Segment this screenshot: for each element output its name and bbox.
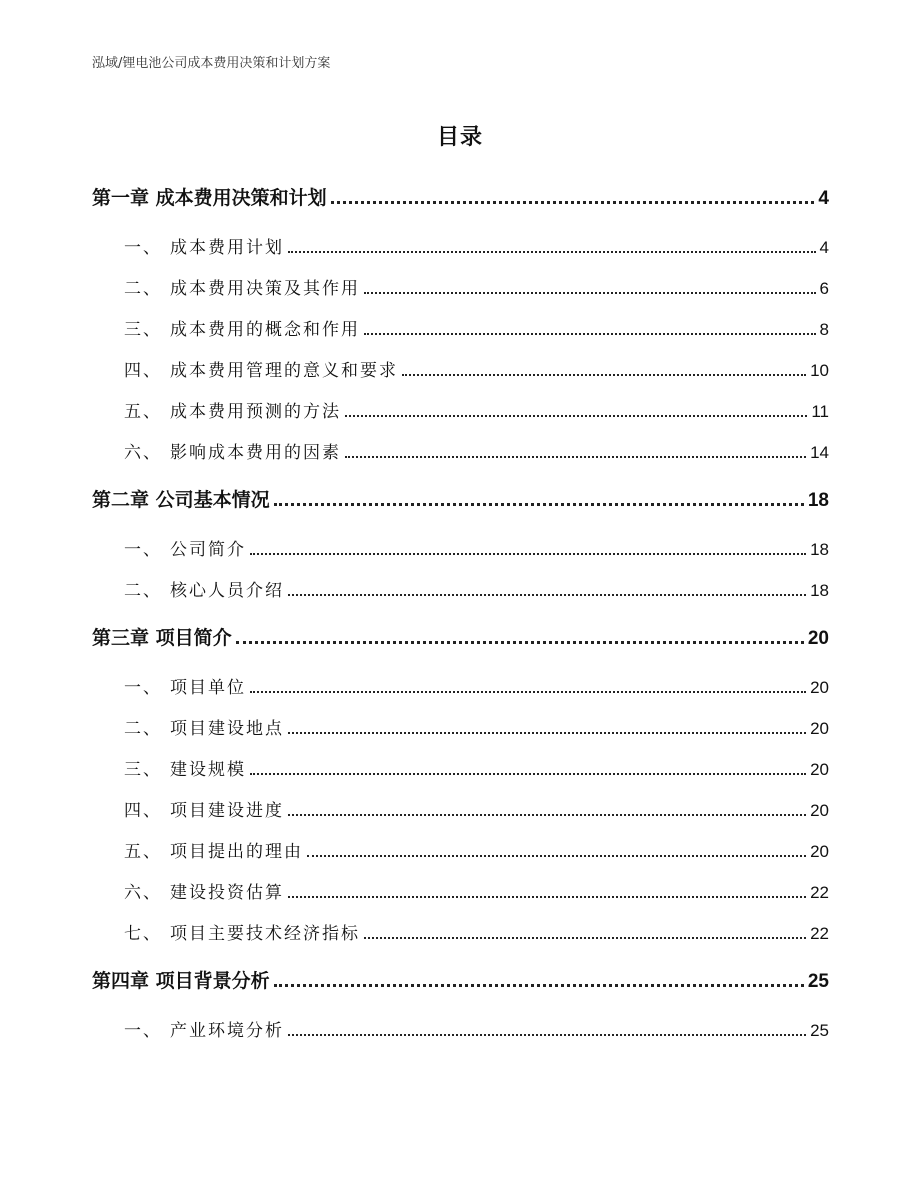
- toc-entry-title: [92, 485, 270, 512]
- dot-leader: [345, 415, 807, 417]
- toc-chapter-entry[interactable]: [92, 623, 829, 650]
- toc-page-number: 20: [810, 760, 829, 779]
- toc-section-entry[interactable]: [124, 535, 829, 560]
- toc-section-entry[interactable]: [124, 233, 829, 258]
- toc-entry-number: 四、: [124, 361, 162, 381]
- toc-entry-number: 一、: [124, 540, 162, 560]
- dot-leader: [288, 896, 806, 898]
- toc-entry-number: 六、: [124, 883, 162, 903]
- toc-entry-label: 第一章 成本费用决策和计划: [92, 187, 327, 209]
- toc-entry-label: 项目建设地点: [170, 719, 284, 739]
- toc-entry-title: [92, 966, 270, 993]
- running-header: 泓域/锂电池公司成本费用决策和计划方案: [92, 56, 331, 71]
- toc-page-number: 25: [807, 971, 829, 992]
- toc-page-number: 6: [819, 279, 829, 298]
- dot-leader: [250, 553, 806, 555]
- toc-entry-title: [124, 438, 341, 463]
- toc-entry-title: [124, 714, 284, 739]
- toc-chapter-entry[interactable]: [92, 485, 829, 512]
- dot-leader: [288, 1034, 806, 1036]
- toc-entry-label: 项目建设进度: [170, 801, 284, 821]
- toc-section-entry[interactable]: [124, 356, 829, 381]
- toc-entry-label: 项目主要技术经济指标: [170, 924, 360, 944]
- dot-leader: [288, 594, 806, 596]
- toc-page-number: 25: [810, 1021, 829, 1040]
- toc-page-number: 4: [819, 238, 829, 257]
- toc-entry-label: 影响成本费用的因素: [170, 443, 341, 463]
- dot-leader: [274, 984, 804, 987]
- toc-entry-label: 成本费用预测的方法: [170, 402, 341, 422]
- toc-section-entry[interactable]: [124, 673, 829, 698]
- toc-section-entry[interactable]: [124, 576, 829, 601]
- toc-entry-title: [124, 755, 246, 780]
- toc-section-entry[interactable]: [124, 919, 829, 944]
- toc-section-entry[interactable]: [124, 397, 829, 422]
- dot-leader: [236, 641, 804, 644]
- toc-page-number: 22: [810, 883, 829, 902]
- toc-entry-number: 七、: [124, 924, 162, 944]
- toc-entry-label: 成本费用的概念和作用: [170, 320, 360, 340]
- dot-leader: [402, 374, 806, 376]
- dot-leader: [250, 773, 806, 775]
- toc-entry-number: 二、: [124, 719, 162, 739]
- toc-entry-title: [124, 315, 360, 340]
- toc-entry-label: 公司简介: [170, 540, 246, 560]
- toc-entry-number: 二、: [124, 279, 162, 299]
- toc-entry-title: [124, 576, 284, 601]
- toc-entry-label: 项目提出的理由: [170, 842, 303, 862]
- toc-page-number: 4: [818, 188, 829, 209]
- toc-entry-number: 一、: [124, 678, 162, 698]
- dot-leader: [331, 201, 815, 204]
- toc-entry-number: 六、: [124, 443, 162, 463]
- toc-page-number: 18: [807, 490, 829, 511]
- toc-entry-title: [124, 274, 360, 299]
- toc-page-number: 18: [810, 581, 829, 600]
- toc-page-number: 18: [810, 540, 829, 559]
- toc-entry-label: 建设规模: [170, 760, 246, 780]
- toc-title: 目录: [436, 125, 483, 150]
- toc-entry-title: [92, 183, 327, 210]
- toc-entry-title: [124, 837, 303, 862]
- toc-entry-label: 第三章 项目简介: [92, 627, 232, 649]
- dot-leader: [345, 456, 806, 458]
- dot-leader: [250, 691, 806, 693]
- toc-section-entry[interactable]: [124, 878, 829, 903]
- toc-entry-label: 第四章 项目背景分析: [92, 970, 270, 992]
- toc-entry-label: 成本费用决策及其作用: [170, 279, 360, 299]
- toc-entry-label: 建设投资估算: [170, 883, 284, 903]
- toc-page-number: 20: [810, 801, 829, 820]
- toc-section-entry[interactable]: [124, 438, 829, 463]
- toc-page-number: 8: [819, 320, 829, 339]
- toc-section-entry[interactable]: [124, 714, 829, 739]
- toc-entry-title: [124, 356, 398, 381]
- toc-page-number: 20: [807, 628, 829, 649]
- toc-entry-title: [124, 796, 284, 821]
- toc-section-entry[interactable]: [124, 837, 829, 862]
- dot-leader: [364, 333, 816, 335]
- toc-entry-label: 项目单位: [170, 678, 246, 698]
- dot-leader: [274, 503, 804, 506]
- toc-entry-number: 五、: [124, 842, 162, 862]
- dot-leader: [288, 814, 806, 816]
- toc-page-number: 20: [810, 678, 829, 697]
- toc-chapter-entry[interactable]: [92, 966, 829, 993]
- dot-leader: [364, 292, 816, 294]
- toc-entry-number: 一、: [124, 1021, 162, 1041]
- toc-entry-title: [124, 535, 246, 560]
- toc-entry-title: [124, 397, 341, 422]
- toc-entry-title: [92, 623, 232, 650]
- toc-entry-label: 成本费用计划: [170, 238, 284, 258]
- toc-page-number: 11: [811, 402, 829, 421]
- toc-entry-title: [124, 878, 284, 903]
- toc-entry-title: [124, 919, 360, 944]
- toc-entry-label: 第二章 公司基本情况: [92, 489, 270, 511]
- toc-section-entry[interactable]: [124, 1016, 829, 1041]
- toc-page-number: 20: [810, 719, 829, 738]
- toc-page-number: 14: [810, 443, 829, 462]
- toc-section-entry[interactable]: [124, 796, 829, 821]
- toc-section-entry[interactable]: [124, 315, 829, 340]
- dot-leader: [288, 251, 816, 253]
- toc-page-number: 22: [810, 924, 829, 943]
- dot-leader: [364, 937, 806, 939]
- dot-leader: [288, 732, 806, 734]
- toc-entry-label: 产业环境分析: [170, 1021, 284, 1041]
- toc-entry-number: 二、: [124, 581, 162, 601]
- toc-entry-number: 一、: [124, 238, 162, 258]
- toc-page-number: 10: [810, 361, 829, 380]
- dot-leader: [307, 855, 806, 857]
- toc-entry-label: 成本费用管理的意义和要求: [170, 361, 398, 381]
- toc-entry-number: 三、: [124, 320, 162, 340]
- toc-page-number: 20: [810, 842, 829, 861]
- toc-entry-label: 核心人员介绍: [170, 581, 284, 601]
- toc-chapter-entry[interactable]: [92, 183, 829, 210]
- toc-entry-number: 五、: [124, 402, 162, 422]
- toc-entry-number: 三、: [124, 760, 162, 780]
- toc-entry-title: [124, 1016, 284, 1041]
- toc-entry-title: [124, 673, 246, 698]
- toc-entry-title: [124, 233, 284, 258]
- toc-section-entry[interactable]: [124, 274, 829, 299]
- toc-section-entry[interactable]: [124, 755, 829, 780]
- toc-entry-number: 四、: [124, 801, 162, 821]
